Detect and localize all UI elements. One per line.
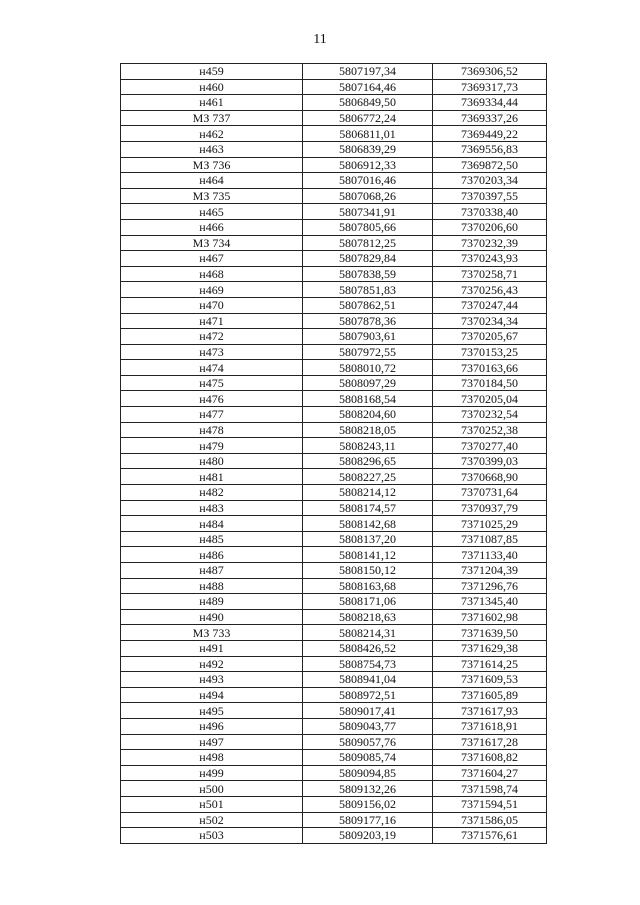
y-coordinate-cell: 7371608,82 xyxy=(433,750,547,766)
x-coordinate-cell: 5808754,73 xyxy=(303,656,433,672)
y-coordinate-cell: 7370731,64 xyxy=(433,485,547,501)
point-name-cell: н477 xyxy=(121,407,303,423)
point-name-cell: н492 xyxy=(121,656,303,672)
point-name-cell: н478 xyxy=(121,422,303,438)
point-name-cell: н474 xyxy=(121,360,303,376)
x-coordinate-cell: 5808296,65 xyxy=(303,453,433,469)
point-name-cell: н466 xyxy=(121,219,303,235)
table-row xyxy=(121,563,547,579)
y-coordinate-cell: 7371204,39 xyxy=(433,563,547,579)
y-coordinate-cell: 7371594,51 xyxy=(433,796,547,812)
y-coordinate-cell: 7370397,55 xyxy=(433,188,547,204)
y-coordinate-cell: 7370232,39 xyxy=(433,235,547,251)
x-coordinate-cell: 5807851,83 xyxy=(303,282,433,298)
table-row xyxy=(121,578,547,594)
table-row xyxy=(121,531,547,547)
y-coordinate-cell: 7371296,76 xyxy=(433,578,547,594)
y-coordinate-cell: 7369306,52 xyxy=(433,64,547,80)
y-coordinate-cell: 7370205,67 xyxy=(433,329,547,345)
y-coordinate-cell: 7370232,54 xyxy=(433,407,547,423)
y-coordinate-cell: 7371602,98 xyxy=(433,609,547,625)
table-row xyxy=(121,126,547,142)
point-name-cell: н489 xyxy=(121,594,303,610)
x-coordinate-cell: 5808171,06 xyxy=(303,594,433,610)
table-row xyxy=(121,266,547,282)
table-row xyxy=(121,407,547,423)
point-name-cell: н482 xyxy=(121,485,303,501)
y-coordinate-cell: 7371025,29 xyxy=(433,516,547,532)
point-name-cell: н459 xyxy=(121,64,303,80)
y-coordinate-cell: 7371617,93 xyxy=(433,703,547,719)
point-name-cell: н476 xyxy=(121,391,303,407)
y-coordinate-cell: 7370153,25 xyxy=(433,344,547,360)
point-name-cell: н473 xyxy=(121,344,303,360)
x-coordinate-cell: 5809085,74 xyxy=(303,750,433,766)
x-coordinate-cell: 5807341,91 xyxy=(303,204,433,220)
table-row xyxy=(121,796,547,812)
point-name-cell: н490 xyxy=(121,609,303,625)
y-coordinate-cell: 7370252,38 xyxy=(433,422,547,438)
point-name-cell: МЗ 734 xyxy=(121,235,303,251)
table-row xyxy=(121,438,547,454)
x-coordinate-cell: 5808163,68 xyxy=(303,578,433,594)
point-name-cell: н481 xyxy=(121,469,303,485)
x-coordinate-cell: 5808010,72 xyxy=(303,360,433,376)
x-coordinate-cell: 5807812,25 xyxy=(303,235,433,251)
table-row xyxy=(121,500,547,516)
point-name-cell: н470 xyxy=(121,297,303,313)
y-coordinate-cell: 7370247,44 xyxy=(433,297,547,313)
point-name-cell: н501 xyxy=(121,796,303,812)
table-row xyxy=(121,141,547,157)
x-coordinate-cell: 5806772,24 xyxy=(303,110,433,126)
x-coordinate-cell: 5809043,77 xyxy=(303,718,433,734)
point-name-cell: н469 xyxy=(121,282,303,298)
table-row xyxy=(121,812,547,828)
point-name-cell: н498 xyxy=(121,750,303,766)
x-coordinate-cell: 5808142,68 xyxy=(303,516,433,532)
table-row xyxy=(121,469,547,485)
x-coordinate-cell: 5807878,36 xyxy=(303,313,433,329)
point-name-cell: МЗ 736 xyxy=(121,157,303,173)
x-coordinate-cell: 5808214,31 xyxy=(303,625,433,641)
point-name-cell: н468 xyxy=(121,266,303,282)
x-coordinate-cell: 5808941,04 xyxy=(303,672,433,688)
x-coordinate-cell: 5809094,85 xyxy=(303,765,433,781)
point-name-cell: н479 xyxy=(121,438,303,454)
y-coordinate-cell: 7371639,50 xyxy=(433,625,547,641)
y-coordinate-cell: 7370258,71 xyxy=(433,266,547,282)
table-row xyxy=(121,79,547,95)
point-name-cell: н497 xyxy=(121,734,303,750)
point-name-cell: МЗ 737 xyxy=(121,110,303,126)
point-name-cell: н491 xyxy=(121,640,303,656)
table-row xyxy=(121,251,547,267)
point-name-cell: н471 xyxy=(121,313,303,329)
table-row xyxy=(121,656,547,672)
table-row xyxy=(121,765,547,781)
point-name-cell: н467 xyxy=(121,251,303,267)
table-row xyxy=(121,453,547,469)
y-coordinate-cell: 7371617,28 xyxy=(433,734,547,750)
y-coordinate-cell: 7370184,50 xyxy=(433,375,547,391)
x-coordinate-cell: 5809132,26 xyxy=(303,781,433,797)
y-coordinate-cell: 7369334,44 xyxy=(433,95,547,111)
table-row xyxy=(121,485,547,501)
y-coordinate-cell: 7370256,43 xyxy=(433,282,547,298)
table-row xyxy=(121,64,547,80)
x-coordinate-cell: 5808150,12 xyxy=(303,563,433,579)
point-name-cell: н500 xyxy=(121,781,303,797)
point-name-cell: н488 xyxy=(121,578,303,594)
y-coordinate-cell: 7369872,50 xyxy=(433,157,547,173)
point-name-cell: н464 xyxy=(121,173,303,189)
x-coordinate-cell: 5808243,11 xyxy=(303,438,433,454)
x-coordinate-cell: 5809177,16 xyxy=(303,812,433,828)
x-coordinate-cell: 5809057,76 xyxy=(303,734,433,750)
x-coordinate-cell: 5806849,50 xyxy=(303,95,433,111)
x-coordinate-cell: 5808174,57 xyxy=(303,500,433,516)
point-name-cell: н460 xyxy=(121,79,303,95)
x-coordinate-cell: 5808227,25 xyxy=(303,469,433,485)
y-coordinate-cell: 7371604,27 xyxy=(433,765,547,781)
x-coordinate-cell: 5808214,12 xyxy=(303,485,433,501)
point-name-cell: н465 xyxy=(121,204,303,220)
table-row xyxy=(121,95,547,111)
table-row xyxy=(121,110,547,126)
x-coordinate-cell: 5808426,52 xyxy=(303,640,433,656)
point-name-cell: н495 xyxy=(121,703,303,719)
coordinates-table xyxy=(120,63,547,844)
x-coordinate-cell: 5807972,55 xyxy=(303,344,433,360)
table-row xyxy=(121,734,547,750)
x-coordinate-cell: 5806912,33 xyxy=(303,157,433,173)
y-coordinate-cell: 7371586,05 xyxy=(433,812,547,828)
y-coordinate-cell: 7369449,22 xyxy=(433,126,547,142)
point-name-cell: н480 xyxy=(121,453,303,469)
table-row xyxy=(121,173,547,189)
table-row xyxy=(121,204,547,220)
y-coordinate-cell: 7370234,34 xyxy=(433,313,547,329)
y-coordinate-cell: 7371614,25 xyxy=(433,656,547,672)
point-name-cell: н503 xyxy=(121,828,303,844)
x-coordinate-cell: 5807164,46 xyxy=(303,79,433,95)
point-name-cell: н494 xyxy=(121,687,303,703)
x-coordinate-cell: 5808972,51 xyxy=(303,687,433,703)
point-name-cell: МЗ 735 xyxy=(121,188,303,204)
point-name-cell: н499 xyxy=(121,765,303,781)
y-coordinate-cell: 7371345,40 xyxy=(433,594,547,610)
table-row xyxy=(121,422,547,438)
table-row xyxy=(121,547,547,563)
table-row xyxy=(121,609,547,625)
table-row xyxy=(121,235,547,251)
table-row xyxy=(121,297,547,313)
table-row xyxy=(121,282,547,298)
table-row xyxy=(121,329,547,345)
table-row xyxy=(121,157,547,173)
y-coordinate-cell: 7369556,83 xyxy=(433,141,547,157)
y-coordinate-cell: 7371609,53 xyxy=(433,672,547,688)
point-name-cell: н462 xyxy=(121,126,303,142)
x-coordinate-cell: 5808097,29 xyxy=(303,375,433,391)
point-name-cell: н486 xyxy=(121,547,303,563)
y-coordinate-cell: 7371629,38 xyxy=(433,640,547,656)
x-coordinate-cell: 5807903,61 xyxy=(303,329,433,345)
y-coordinate-cell: 7370205,04 xyxy=(433,391,547,407)
y-coordinate-cell: 7369317,73 xyxy=(433,79,547,95)
y-coordinate-cell: 7370206,60 xyxy=(433,219,547,235)
y-coordinate-cell: 7370163,66 xyxy=(433,360,547,376)
table-row xyxy=(121,313,547,329)
table-row xyxy=(121,828,547,844)
table-row xyxy=(121,672,547,688)
y-coordinate-cell: 7370203,34 xyxy=(433,173,547,189)
x-coordinate-cell: 5807068,26 xyxy=(303,188,433,204)
x-coordinate-cell: 5808141,12 xyxy=(303,547,433,563)
point-name-cell: МЗ 733 xyxy=(121,625,303,641)
y-coordinate-cell: 7371576,61 xyxy=(433,828,547,844)
x-coordinate-cell: 5807862,51 xyxy=(303,297,433,313)
table-row xyxy=(121,781,547,797)
table-row xyxy=(121,188,547,204)
point-name-cell: н461 xyxy=(121,95,303,111)
x-coordinate-cell: 5806811,01 xyxy=(303,126,433,142)
table-row xyxy=(121,640,547,656)
x-coordinate-cell: 5808137,20 xyxy=(303,531,433,547)
point-name-cell: н484 xyxy=(121,516,303,532)
table-row xyxy=(121,625,547,641)
y-coordinate-cell: 7371618,91 xyxy=(433,718,547,734)
point-name-cell: н496 xyxy=(121,718,303,734)
y-coordinate-cell: 7371087,85 xyxy=(433,531,547,547)
table-row xyxy=(121,360,547,376)
table-row xyxy=(121,687,547,703)
page-number: 11 xyxy=(313,32,327,47)
y-coordinate-cell: 7369337,26 xyxy=(433,110,547,126)
table-row xyxy=(121,219,547,235)
point-name-cell: н472 xyxy=(121,329,303,345)
table-row xyxy=(121,718,547,734)
table-row xyxy=(121,750,547,766)
x-coordinate-cell: 5807805,66 xyxy=(303,219,433,235)
point-name-cell: н485 xyxy=(121,531,303,547)
y-coordinate-cell: 7371133,40 xyxy=(433,547,547,563)
x-coordinate-cell: 5808218,05 xyxy=(303,422,433,438)
point-name-cell: н487 xyxy=(121,563,303,579)
y-coordinate-cell: 7370243,93 xyxy=(433,251,547,267)
point-name-cell: н502 xyxy=(121,812,303,828)
coordinates-table-body xyxy=(121,64,547,844)
table-row xyxy=(121,594,547,610)
x-coordinate-cell: 5807016,46 xyxy=(303,173,433,189)
x-coordinate-cell: 5807197,34 xyxy=(303,64,433,80)
x-coordinate-cell: 5808168,54 xyxy=(303,391,433,407)
x-coordinate-cell: 5808204,60 xyxy=(303,407,433,423)
point-name-cell: н475 xyxy=(121,375,303,391)
x-coordinate-cell: 5809156,02 xyxy=(303,796,433,812)
y-coordinate-cell: 7370668,90 xyxy=(433,469,547,485)
table-row xyxy=(121,703,547,719)
table-row xyxy=(121,516,547,532)
point-name-cell: н463 xyxy=(121,141,303,157)
y-coordinate-cell: 7371605,89 xyxy=(433,687,547,703)
table-row xyxy=(121,391,547,407)
x-coordinate-cell: 5808218,63 xyxy=(303,609,433,625)
table-row xyxy=(121,375,547,391)
x-coordinate-cell: 5807838,59 xyxy=(303,266,433,282)
x-coordinate-cell: 5807829,84 xyxy=(303,251,433,267)
x-coordinate-cell: 5809017,41 xyxy=(303,703,433,719)
point-name-cell: н483 xyxy=(121,500,303,516)
y-coordinate-cell: 7370277,40 xyxy=(433,438,547,454)
table-row xyxy=(121,344,547,360)
x-coordinate-cell: 5806839,29 xyxy=(303,141,433,157)
y-coordinate-cell: 7370937,79 xyxy=(433,500,547,516)
x-coordinate-cell: 5809203,19 xyxy=(303,828,433,844)
y-coordinate-cell: 7370399,03 xyxy=(433,453,547,469)
point-name-cell: н493 xyxy=(121,672,303,688)
y-coordinate-cell: 7370338,40 xyxy=(433,204,547,220)
y-coordinate-cell: 7371598,74 xyxy=(433,781,547,797)
